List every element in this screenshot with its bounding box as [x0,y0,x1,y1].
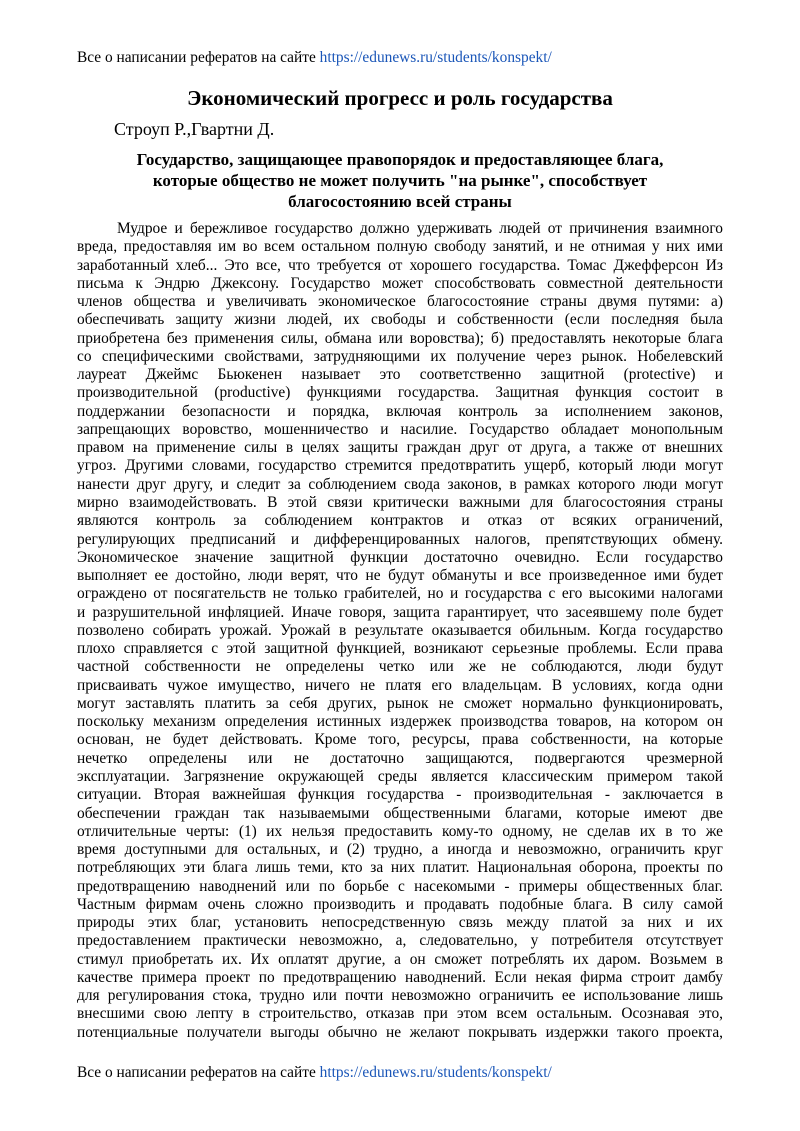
body-line: заработанный хлеб... Это все, что требуется от хорошего государства. Томас Джефферсон Из [77,256,723,274]
author-line: Строуп Р.,Гвартни Д. [114,119,275,139]
body-line: приобретена без применения силы, обмана или воровства); б) предоставлять некоторые блага [77,329,723,347]
subtitle-line: которые общество не может получить "на рынке", способствует [152,171,648,190]
body-line: Частным фирмам очень сложно производить и продавать подобные блага. В силу самой [77,895,723,913]
body-line: внесшими свою лепту в строительство, отказав при этом всем остальным. Осознавая это, [77,1005,723,1023]
body-line: ситуации. Вторая важнейшая функция государства - производительная - заключается в [77,786,723,804]
body-line: предотвращению наводнений или по борьбе с насекомыми - примеры общественных благ. [77,877,723,895]
body-line: являются контроль за соблюдением контрактов и отказ от всяких ограничений, [77,512,723,530]
header-link[interactable]: https://edunews.ru/students/konspekt/ [319,49,552,66]
body-line: выполняет ее достойно, люди верят, что не будут обмануты и все произведенное ими будет [77,567,723,585]
footer-link[interactable]: https://edunews.ru/students/konspekt/ [319,1064,552,1081]
body-line: вреда, предоставляя им во всем остальном полную свободу занятий, и не отнимая у них ими [77,238,723,256]
body-line: нечетко определены или не достаточно защищаются, подвергаются чрезмерной [77,749,723,767]
body-text [77,220,723,1042]
body-line: Экономическое значение защитной функции достаточно очевидно. Если государство [77,548,723,566]
body-line: и разрушительной инфляцией. Иначе говоря, защита гарантирует, что засеявшему поле будет [77,603,723,621]
body-line: частной собственности не определены четко или же не соблюдаются, люди будут [77,658,723,676]
body-line: запрещающих воровство, мошенничество и насилие. Государство обладает монопольным [77,420,723,438]
body-line: со специфическими свойствами, затрудняющими их получение через рынок. Нобелевский [77,347,723,365]
document-title: Экономический прогресс и роль государства [187,86,613,110]
body-line: угроз. Другими словами, государство стремится предотвратить ущерб, который люди могут [77,457,723,475]
body-line: потребляющих эти блага лишь теми, кто за них платит. Национальная оборона, проекты по [77,859,723,877]
body-line: стимул приобретать их. Их оплатят другие, а он сможет потреблять их даром. Возьмем в [77,950,723,968]
body-line: регулирующих предписаний и дифференцированных налогов, препятствующих обмену. [77,530,723,548]
body-line: время доступными для остальных, и (2) трудно, а иногда и невозможно, ограничить круг [77,841,723,859]
body-line: правом на применение силы в целях защиты граждан друг от друга, а также от внешних [77,439,723,457]
body-line: позволено собирать урожай. Урожай в результате оказывается обильным. Когда государство [77,621,723,639]
body-line: отличительные черты: (1) их нельзя предоставить кому-то одному, не сделав их в то же [77,822,723,840]
body-line: Мудрое и бережливое государство должно удерживать людей от причинения взаимного [117,220,723,237]
body-line: мирно взаимодействовать. В этой связи критически важными для благосостояния страны [77,493,723,511]
subtitle-line: благосостоянию всей страны [288,192,512,211]
subtitle-line: Государство, защищающее правопорядок и предоставляющее блага, [136,150,664,169]
body-line: производительной (productive) функциями государства. Защитная функция состоит в [77,384,723,402]
footer-text: Все о написании рефератов на сайте [77,1064,316,1081]
body-line: могут заставлять платить за себя других, рынок не сможет нормально функционировать, [77,694,723,712]
body-line: обеспечивать защиту жизни людей, их свободы и собственности (если последняя была [77,311,723,329]
body-line: поскольку механизм определения истинных издержек производства товаров, на котором он [77,713,723,731]
body-line: нанести друг другу, и следит за соблюдением свода законов, в рамках которого люди могут [77,475,723,493]
page-header [77,49,552,67]
body-line: лауреат Джеймс Бьюкенен называет это соответственно защитной (protective) и [77,366,723,384]
body-line: ограждено от посягательств не только грабителей, но и государства с его высокими налогами [77,585,723,603]
body-line: письма к Эндрю Джексону. Государство может способствовать совместной деятельности [77,274,723,292]
body-line: поддержании безопасности и порядка, включая контроль за исполнением законов, [77,402,723,420]
body-line: предоставлением практически невозможно, а, следовательно, у потребителя отсутствует [77,932,723,950]
body-line: членов общества и увеличивать экономическое благосостояние страны двумя путями: а) [77,293,723,311]
body-line: обеспечении граждан так называемыми общественными благами, которые имеют две [77,804,723,822]
page-footer [77,1064,552,1082]
body-line: эксплуатации. Загрязнение окружающей среды является классическим примером такой [77,767,723,785]
body-line: основан, не будет действовать. Кроме того, ресурсы, права собственности, на которые [77,731,723,749]
body-line: качестве примера проект по предотвращению наводнений. Если некая фирма строит дамбу [77,968,723,986]
body-line: для регулирования стока, трудно или почти невозможно ограничить ее использование лишь [77,987,723,1005]
body-line: присваивать чужое имущество, ничего не платя его владельцам. В условиях, когда одни [77,676,723,694]
body-line: плохо справляется с этой защитной функцией, возникают серьезные проблемы. Если права [77,640,723,658]
section-subtitle [100,149,700,212]
body-line: природы этих благ, установить непосредственную связь между платой за них и их [77,914,723,932]
header-text: Все о написании рефератов на сайте [77,49,316,66]
body-line: потенциальные получатели выгоды обычно не желают покрывать издержки такого проекта, [77,1023,723,1041]
